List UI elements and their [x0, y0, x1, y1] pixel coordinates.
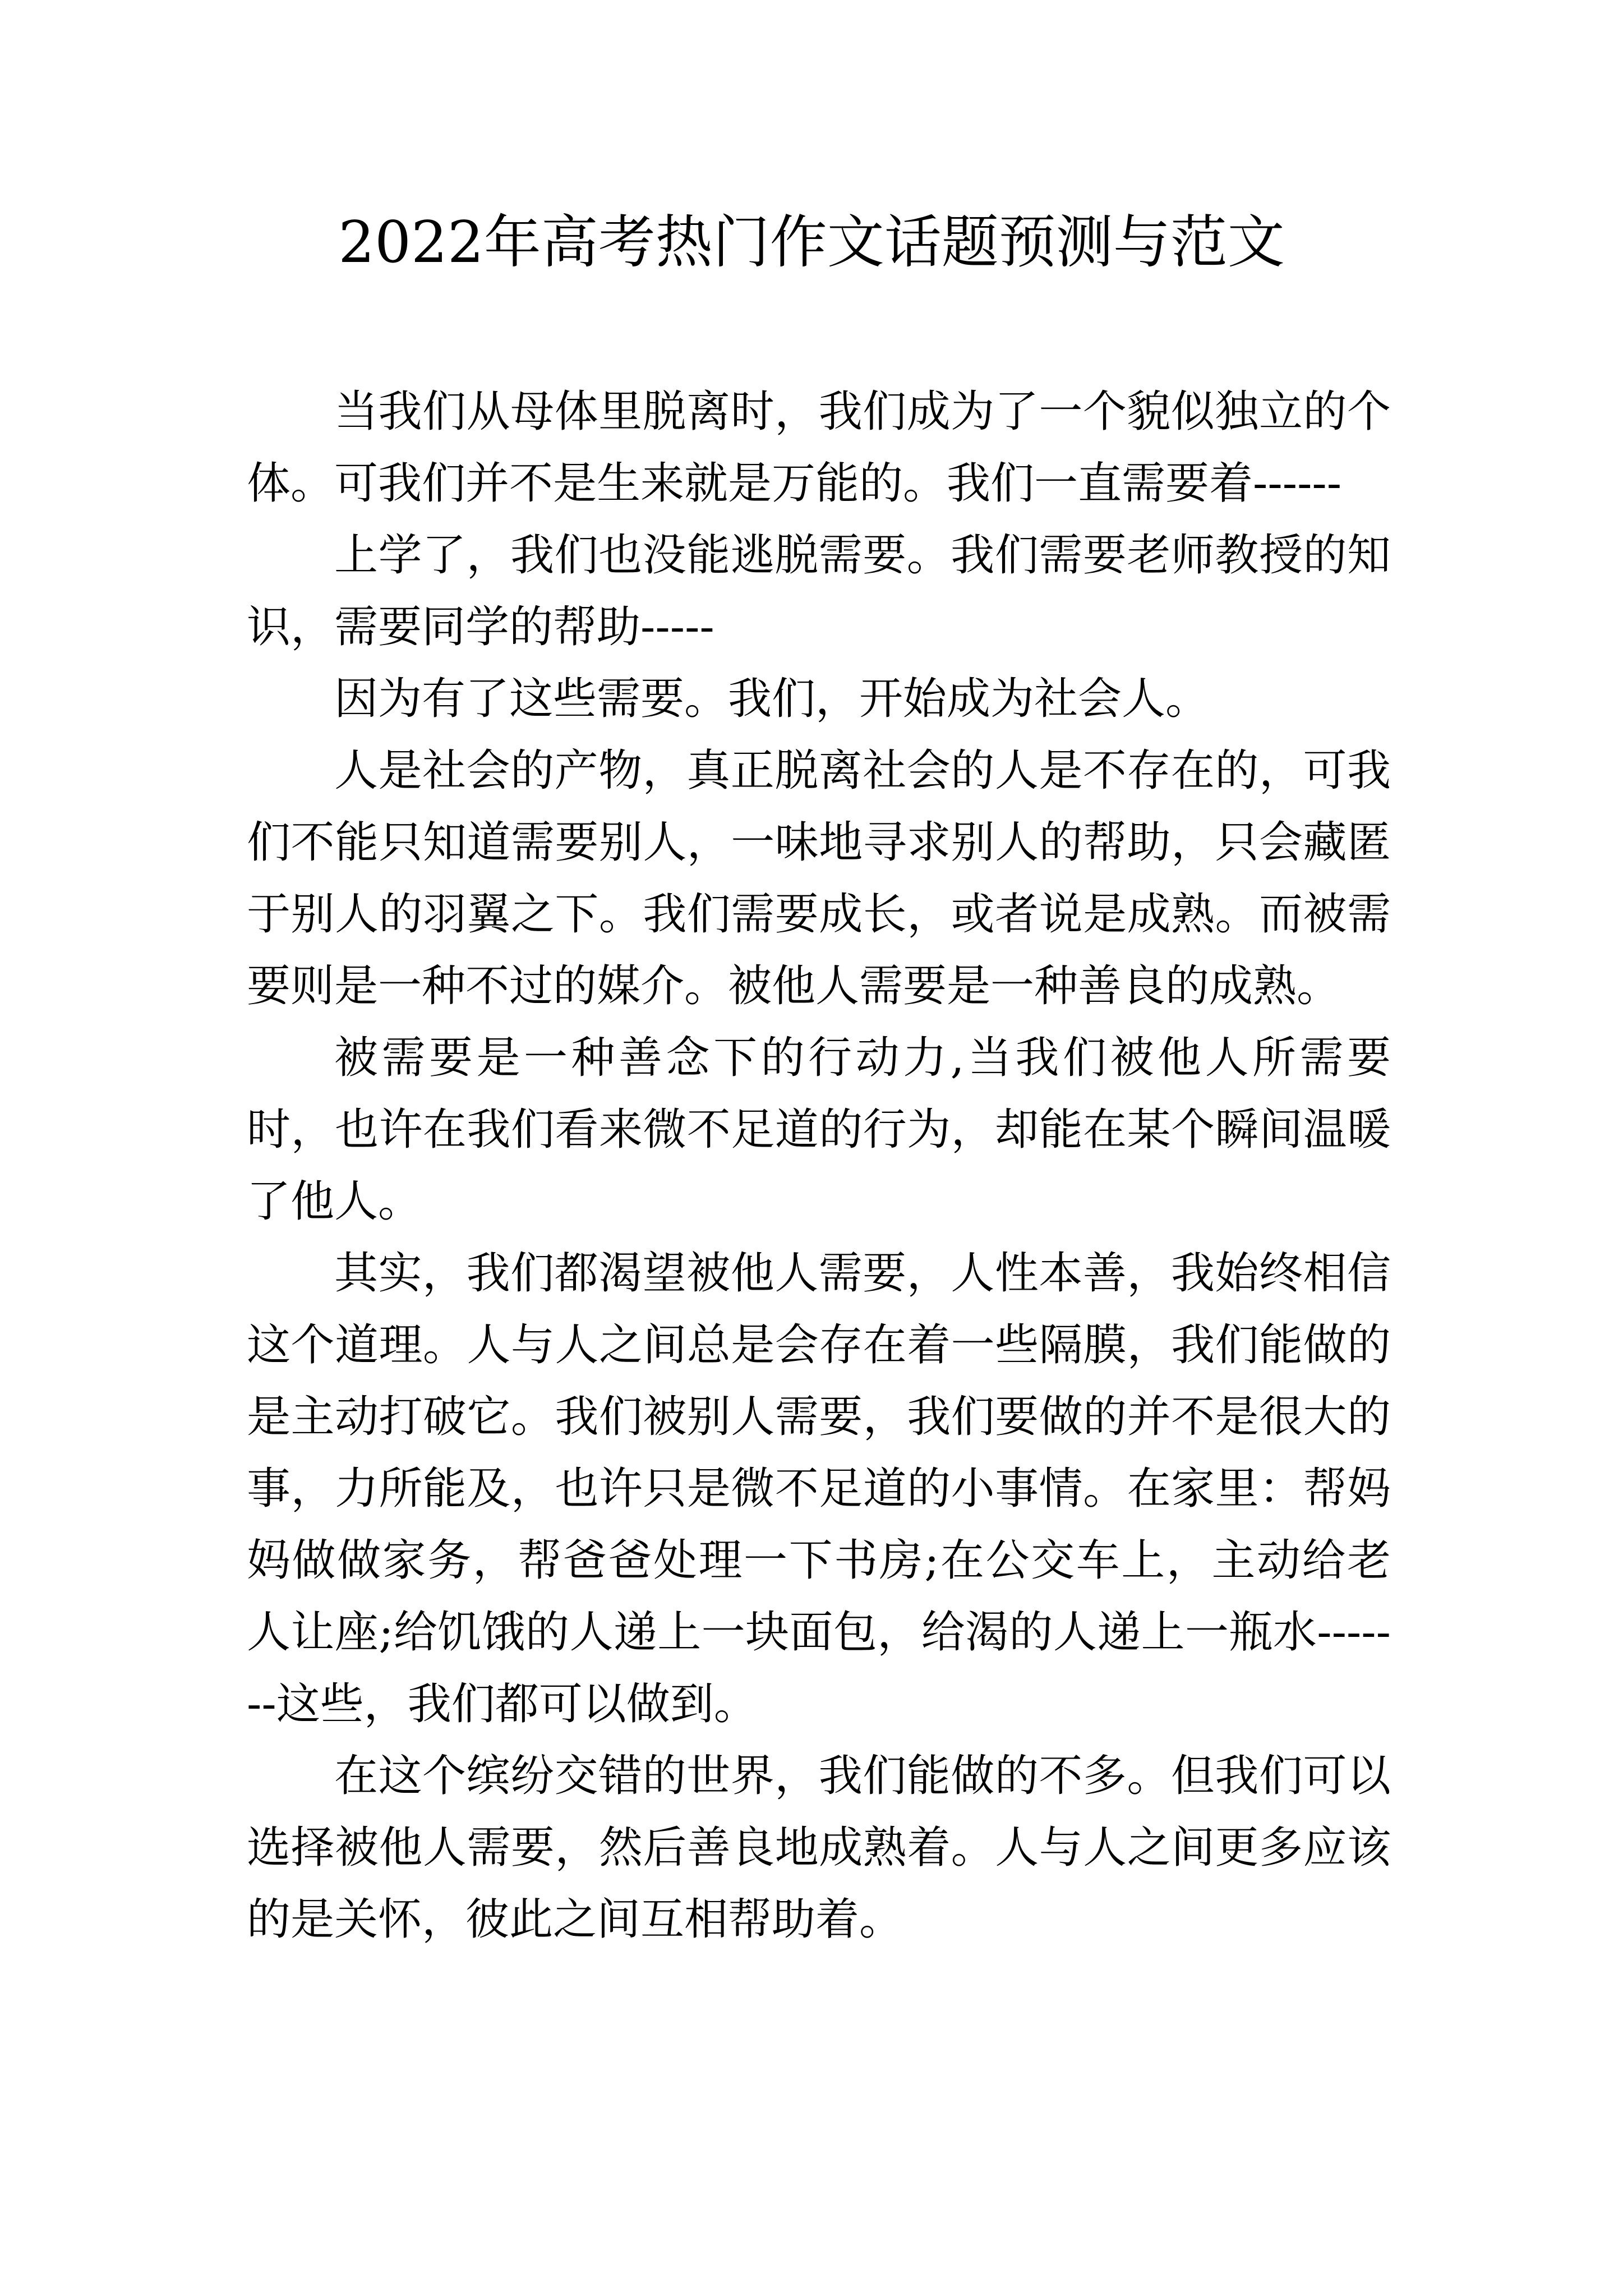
- paragraph: 被需要是一种善念下的行动力,当我们被他人所需要时，也许在我们看来微不足道的行为，却能在某个瞬间温暖了他人。: [247, 1033, 1391, 1227]
- document-body: [247, 376, 1391, 1955]
- paragraph: 其实，我们都渴望被他人需要，人性本善，我始终相信这个道理。人与人之间总是会存在着一些隔膜，我们能做的是主动打破它。我们被别人需要，我们要做的并不是很大的事，力所能及，也许只是微不足道的小事情。在家里：帮妈妈做做家务，帮爸爸处理一下书房;在公交车上，主动给老人让座;给饥饿的人递上一块面包，给渴的人递上一瓶水-------这些，我们都可以做到。: [247, 1248, 1391, 1729]
- paragraph: 当我们从母体里脱离时，我们成为了一个貌似独立的个体。可我们并不是生来就是万能的。我们一直需要着------: [247, 386, 1391, 509]
- paragraph: 人是社会的产物，真正脱离社会的人是不存在的，可我们不能只知道需要别人，一味地寻求别人的帮助，只会藏匿于别人的羽翼之下。我们需要成长，或者说是成熟。而被需要则是一种不过的媒介。被他人需要是一种善良的成熟。: [247, 746, 1391, 1011]
- paragraph: 因为有了这些需要。我们，开始成为社会人。: [334, 674, 1210, 724]
- paragraph: 上学了，我们也没能逃脱需要。我们需要老师教授的知识，需要同学的帮助-----: [247, 530, 1391, 652]
- document-title: 2022年高考热门作文话题预测与范文: [338, 209, 1285, 276]
- paragraph: 在这个缤纷交错的世界，我们能做的不多。但我们可以选择被他人需要，然后善良地成熟着。人与人之间更多应该的是关怀，彼此之间互相帮助着。: [247, 1751, 1391, 1945]
